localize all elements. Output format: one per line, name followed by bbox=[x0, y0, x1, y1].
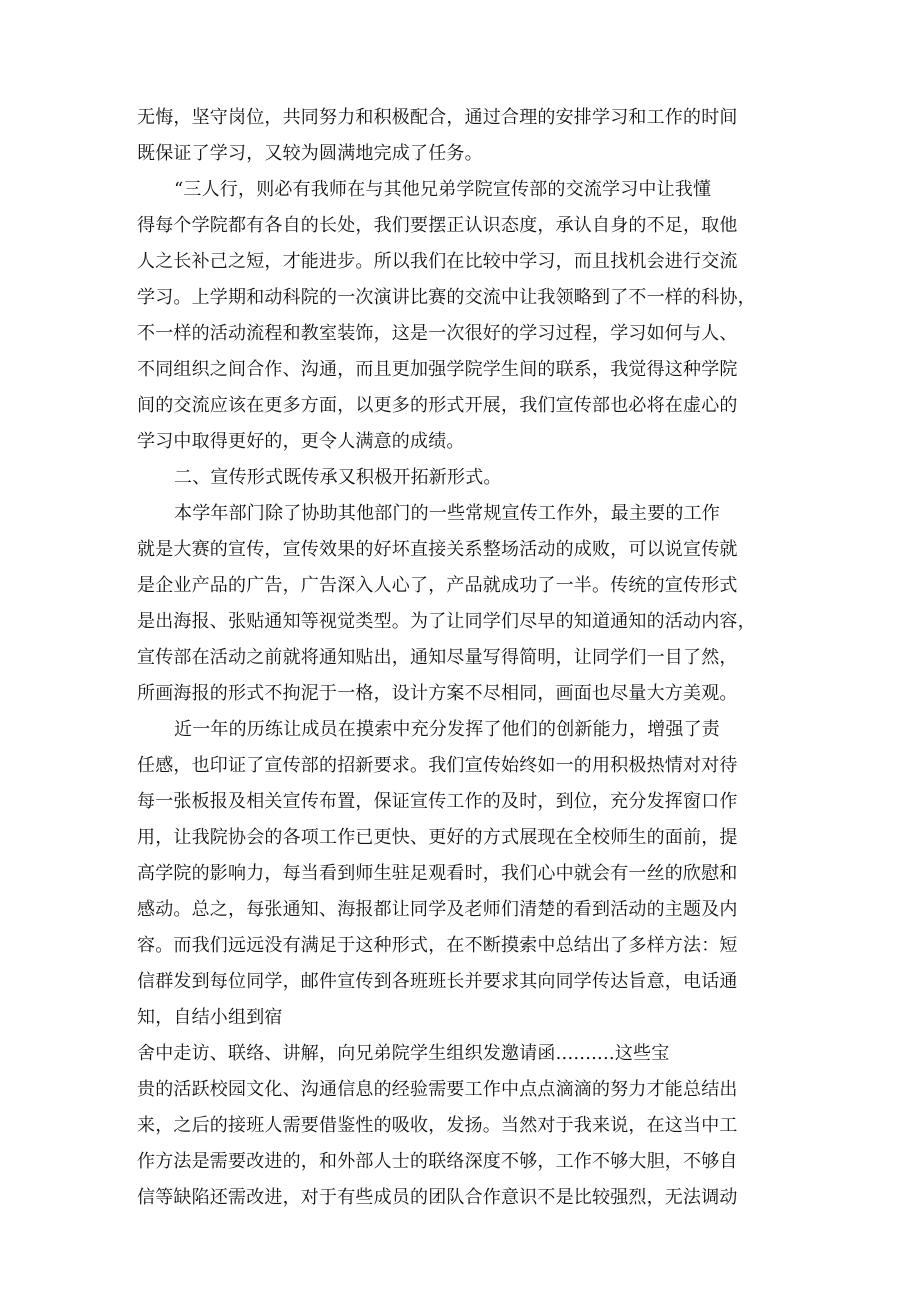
text-line: 感动。总之，每张通知、海报都让同学及老师们清楚的看到活动的主题及内 bbox=[137, 899, 738, 920]
text-line: 来，之后的接班人需要借鉴性的吸收，发扬。当然对于我来说，在这当中工 bbox=[137, 1115, 738, 1136]
text-line: 人之长补己之短，才能进步。所以我们在比较中学习，而且找机会进行交流 bbox=[137, 251, 738, 272]
text-line: 用，让我院协会的各项工作已更快、更好的方式展现在全校师生的面前，提 bbox=[137, 827, 738, 848]
text-line: 无悔，坚守岗位，共同努力和积极配合，通过合理的安排学习和工作的时间 bbox=[137, 107, 738, 128]
text-line: “三人行，则必有我师在与其他兄弟学院宣传部的交流学习中让我懂 bbox=[174, 179, 712, 200]
text-line: 既保证了学习，又较为圆满地完成了任务。 bbox=[137, 143, 483, 164]
text-line: 舍中走访、联络、讲解，向兄弟院学生组织发邀请函..........这些宝 bbox=[137, 1043, 670, 1064]
text-line: 本学年部门除了协助其他部门的一些常规宣传工作外，最主要的工作 bbox=[174, 503, 720, 524]
document-body bbox=[137, 100, 789, 1216]
text-line: 容。而我们远远没有满足于这种形式，在不断摸索中总结出了多样方法：短 bbox=[137, 935, 738, 956]
text-line: 知，自结小组到宿 bbox=[137, 1007, 283, 1028]
text-line: 信等缺陷还需改进，对于有些成员的团队合作意识不是比较强烈，无法调动 bbox=[137, 1187, 738, 1208]
text-line: 是企业产品的广告，广告深入人心了，产品就成功了一半。传统的宣传形式 bbox=[137, 575, 738, 596]
text-line: 不同组织之间合作、沟通，而且更加强学院学生间的联系，我觉得这种学院 bbox=[137, 359, 738, 380]
text-line: 学习中取得更好的，更令人满意的成绩。 bbox=[137, 431, 465, 452]
text-line: 间的交流应该在更多方面，以更多的形式开展，我们宣传部也必将在虚心的 bbox=[137, 395, 738, 416]
text-line: 信群发到每位同学，邮件宣传到各班班长并要求其向同学传达旨意，电话通 bbox=[137, 971, 738, 992]
text-line: 所画海报的形式不拘泥于一格，设计方案不尽相同，画面也尽量大方美观。 bbox=[137, 683, 738, 704]
text-line: 任感，也印证了宣传部的招新要求。我们宣传始终如一的用积极热情对对待 bbox=[137, 755, 738, 776]
text-line: 贵的活跃校园文化、沟通信息的经验需要工作中点点滴滴的努力才能总结出 bbox=[137, 1079, 738, 1100]
text-line: 高学院的影响力，每当看到师生驻足观看时，我们心中就会有一丝的欣慰和 bbox=[137, 863, 738, 884]
text-line: 得每个学院都有各自的长处，我们要摆正认识态度，承认自身的不足，取他 bbox=[137, 215, 738, 236]
text-line: 宣传部在活动之前就将通知贴出，通知尽量写得简明，让同学们一目了然， bbox=[137, 647, 738, 668]
text-line: 学习。上学期和动科院的一次演讲比赛的交流中让我领略到了不一样的科协， bbox=[137, 287, 756, 308]
text-line: 是出海报、张贴通知等视觉类型。为了让同学们尽早的知道通知的活动内容， bbox=[137, 611, 756, 632]
text-line: 就是大赛的宣传，宣传效果的好坏直接关系整场活动的成败，可以说宣传就 bbox=[137, 539, 738, 560]
text-line: 二、宣传形式既传承又积极开拓新形式。 bbox=[174, 467, 502, 488]
text-line: 每一张板报及相关宣传布置，保证宣传工作的及时，到位，充分发挥窗口作 bbox=[137, 791, 738, 812]
text-line: 不一样的活动流程和教室装饰，这是一次很好的学习过程，学习如何与人、 bbox=[137, 323, 738, 344]
text-line: 作方法是需要改进的，和外部人士的联络深度不够，工作不够大胆，不够自 bbox=[137, 1151, 738, 1172]
text-line: 近一年的历练让成员在摸索中充分发挥了他们的创新能力，增强了责 bbox=[174, 719, 720, 740]
